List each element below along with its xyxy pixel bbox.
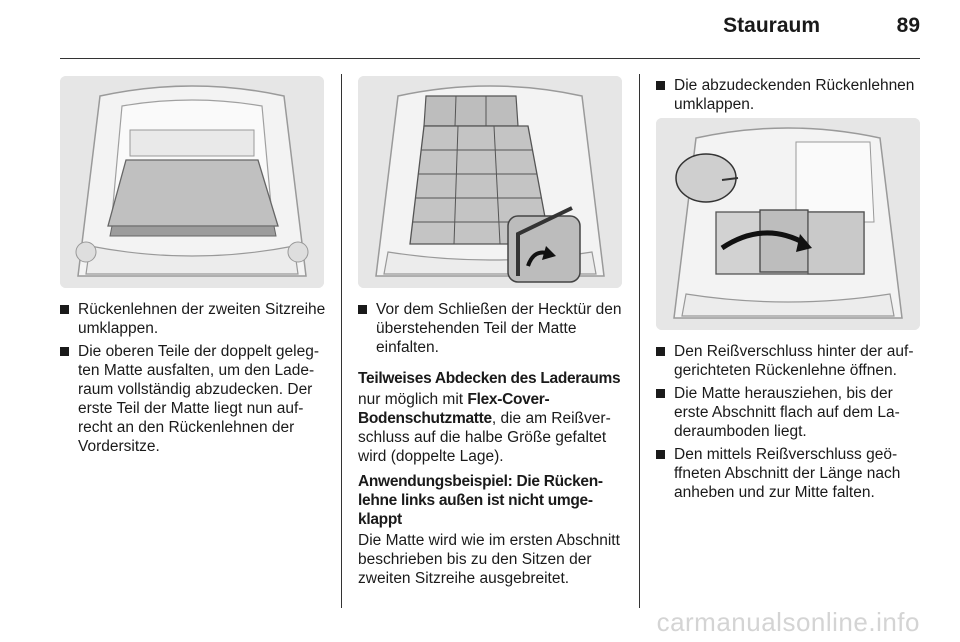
column-right <box>656 76 924 118</box>
page-title: Stauraum <box>723 14 820 37</box>
illustration-cargo-partial <box>656 118 920 330</box>
list-item <box>60 342 330 456</box>
figure-cargo-mat-unfolded <box>358 76 622 288</box>
page-number: 89 <box>896 14 920 37</box>
bullet-square-icon <box>60 305 69 314</box>
bullet-square-icon <box>656 81 665 90</box>
paragraph-text: , die am Reißverschluss auf die halbe Größe gefaltet wird (doppelte Lage). <box>358 410 611 465</box>
list-item-text: Rückenlehnen der zweiten Sitzreihe umklappen. <box>78 301 326 337</box>
list-item-text: Die abzudeckenden Rückenlehnen umklappen. <box>674 77 915 113</box>
section-heading: Anwendungsbeispiel: Die Rückenlehne links außen ist nicht umgeklappt <box>358 473 604 528</box>
list-item <box>60 300 330 338</box>
section-heading: Teilweises Abdecken des Laderaums <box>358 370 621 387</box>
bullet-square-icon <box>656 450 665 459</box>
bullet-square-icon <box>656 347 665 356</box>
list-item-text: Die oberen Teile der doppelt gelegten Matte ausfalten, um den Laderaum vollständig abzudecken. Der erste Teil der Matte liegt nun aufrecht an den Rückenlehnen der Vordersitze. <box>78 343 320 455</box>
paragraph <box>358 390 630 466</box>
bullet-square-icon <box>60 347 69 356</box>
illustration-cargo-unfolded <box>358 76 622 288</box>
figure-cargo-mat-flat <box>60 76 324 288</box>
paragraph: Die Matte wird wie im ersten Abschnitt beschrieben bis zu den Sitzen der zweiten Sitzreihe ausgebreitet. <box>358 532 620 587</box>
paragraph-text: nur möglich mit <box>358 391 468 408</box>
list-item-text: Den Reißverschluss hinter der aufgerichteten Rückenlehne öffnen. <box>674 343 914 379</box>
list-item-text: Den mittels Reißverschluss geöffneten Abschnitt der Länge nach anheben und zur Mitte falten. <box>674 446 901 501</box>
list-item-text: Vor dem Schließen der Hecktür den überstehenden Teil der Matte einfalten. <box>376 301 622 356</box>
column-divider-left <box>341 74 342 608</box>
list-item <box>656 76 924 114</box>
list-item <box>656 384 924 441</box>
column-left <box>60 300 330 460</box>
list-item <box>358 300 630 357</box>
column-middle <box>358 300 630 588</box>
list-item <box>656 342 924 380</box>
watermark: carmanualsonline.info <box>656 607 920 637</box>
figure-cargo-mat-partial <box>656 118 920 330</box>
column-divider-right <box>639 74 640 608</box>
bullet-square-icon <box>358 305 367 314</box>
column-right-lower <box>656 342 924 506</box>
header-rule <box>60 58 920 59</box>
bullet-square-icon <box>656 389 665 398</box>
illustration-cargo-flat <box>60 76 324 288</box>
paragraph-bold: Flex-Cover-Bodenschutzmatte <box>358 391 550 427</box>
list-item-text: Die Matte herausziehen, bis der erste Abschnitt flach auf dem Laderaumboden liegt. <box>674 385 900 440</box>
list-item <box>656 445 924 502</box>
